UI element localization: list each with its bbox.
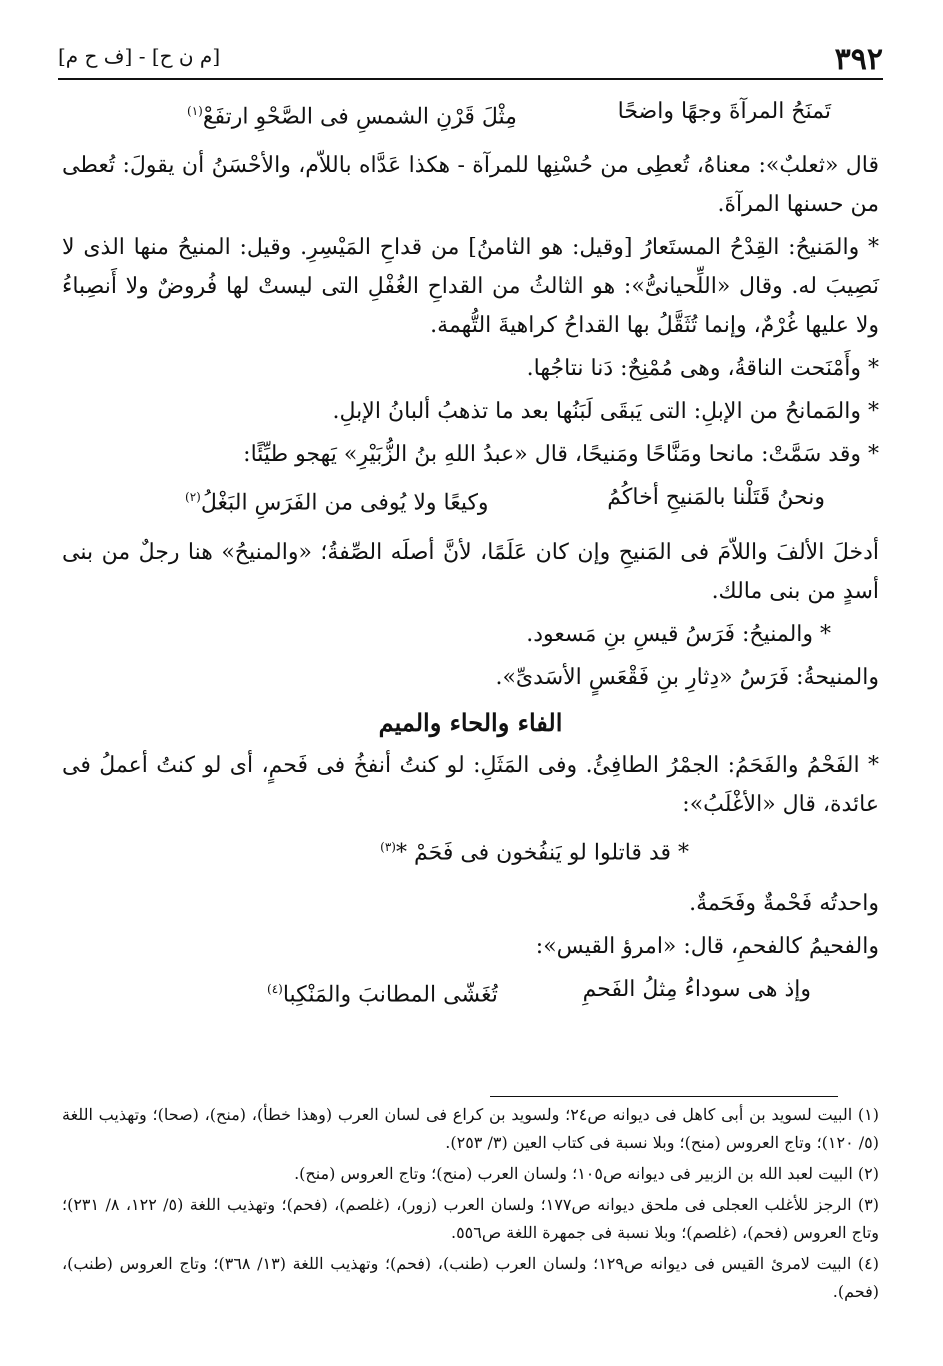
paragraph-alif-lam: أدخلَ الألفَ واللاّمَ فى المَنيحِ وإن كان عَلَمًا، لأنَّ أصلَه الصِّفةُ؛ «والمنيحُ» هنا رجلٌ من بنى أسدٍ من بنى مالك.	[62, 539, 879, 604]
verse-1-second-hemistich	[187, 92, 517, 136]
verse-2-first-hemistich: ونحنُ قَتَلْنا بالمَنيحِ أخاكُمُ	[607, 485, 825, 511]
footnote-4: (٤) البيت لامرئ القيس فى ديوانه ص١٢٩؛ ولسان العرب (طنب)، (فحم)؛ وتهذيب اللغة (١٣/ ٣٦٨)؛ وتاج العروس (طنب)، (فحم).	[62, 1254, 880, 1301]
section-heading: الفاء والحاء والميم	[378, 707, 563, 737]
page-header	[58, 36, 883, 80]
verse-1-second-text: مِثْلَ قَرْنِ الشمسِ فى الصَّحْوِ ارتفَعْ	[202, 104, 517, 130]
verse-1-first-hemistich: تَمنَحُ المرآةَ وجهًا واضحًا	[617, 99, 831, 124]
verse-3	[62, 828, 879, 872]
verse-1	[62, 92, 879, 136]
footnotes	[62, 1101, 879, 1309]
paragraph-amnahat: * وأَمْنَحت الناقةُ، وهى مُمْنِحٌ: دَنا نتاجُها.	[526, 356, 879, 382]
verse-4-first-hemistich: وإذ هى سوداءُ مِثلُ الفَحمِ	[582, 976, 811, 1002]
paragraph-wahidatuh: واحدتُه فَحْمةٌ وفَحَمةٌ.	[689, 890, 879, 916]
footnote-ref-3: (٣)	[380, 839, 396, 854]
paragraph-fahim: والفحيمُ كالفحمِ، قال: «امرؤ القيس»:	[535, 933, 879, 959]
verse-2	[62, 478, 879, 522]
verse-4	[62, 970, 879, 1014]
verse-4-second-text: تُغَشّى المطانبَ والمَنْكِبا	[282, 982, 498, 1008]
paragraph-almanih: * والمَنيحُ: القِدْحُ المستَعارُ [وقيل: هو الثامنُ] من قداحِ المَيْسِرِ. وقيل: المنيحُ منها الذى لا نَصِيبَ له. وقال «اللِّحيانىُّ»: هو الثالثُ من القداحِ الغُفْلِ التى ليستْ لها فُروضٌ ولا أَنصِباءُ ولا عليها غُرْمٌ، وإنما تُثَقَّلُ بها القداحُ كراهيةَ التُّهمة.	[62, 235, 879, 339]
page-number: ٣٩٢	[834, 42, 883, 77]
verse-2-second-hemistich	[185, 478, 489, 522]
footnote-2: (٢) البيت لعبد الله بن الزبير فى ديوانه ص١٠٥؛ ولسان العرب (منح)؛ وتاج العروس (منح).	[294, 1164, 879, 1183]
footnote-ref-4: (٤)	[267, 981, 283, 996]
paragraph-fahm: * الفَحْمُ والفَحَمُ: الجمْرُ الطافِئُ. وفى المَثَلِ: لو كنتُ أنفخُ فى فَحمٍ، أى لو كنتُ أعملُ فى عائدة، قال «الأغْلَبُ»:	[62, 752, 879, 817]
paragraph-maniha: والمنيحةُ: فَرَسُ «دِثارِ بنِ فَقْعَسٍ الأسَدىِّ».	[495, 664, 879, 690]
main-text	[62, 88, 879, 1024]
footnote-divider	[490, 1096, 838, 1097]
running-head: [م ن ح] - [ف ح م]	[58, 44, 221, 68]
verse-2-second-text: وكيعًا ولا يُوفى من الفَرَسِ البَغْلُ	[200, 490, 489, 516]
footnote-ref-1: (١)	[187, 104, 203, 118]
verse-3-text: * قد قاتلوا لو يَنفُخون فى فَحَمْ *	[395, 839, 689, 865]
paragraph-thalab: قال «ثعلبٌ»: معناهُ، تُعطِى من حُسْنِها للمرآة - هكذا عَدَّاه باللاّم، والأحْسَنُ أن يقولَ: تُعطى من حسنها المرآةَ.	[62, 153, 879, 218]
verse-4-second-hemistich	[267, 970, 498, 1014]
footnote-1: (١) البيت لسويد بن أبى كاهل فى ديوانه ص٢٤؛ ولسويد بن كراع فى لسان العرب (وهذا خطأ)، (منح)، (صحا)؛ وتهذيب اللغة (٥/ ١٢٠)؛ وتاج العروس (منح)؛ وبلا نسبة فى كتاب العين (٣/ ٢٥٣).	[62, 1105, 879, 1152]
paragraph-horse-qays: * والمنيحُ: فَرَسُ قيسِ بنِ مَسعود.	[526, 621, 831, 647]
footnote-ref-2: (٢)	[185, 490, 201, 505]
paragraph-mamanih: * والمَمانحُ من الإبلِ: التى يَبقَى لَبَنُها بعد ما تذهبُ ألبانُ الإبلِ.	[332, 399, 879, 425]
paragraph-names: * وقد سَمَّتْ: مانحا ومَنَّاحًا ومَنيحًا، قال «عبدُ اللهِ بنُ الزُّبَيْرِ» يَهجو طيِّئًا:	[243, 442, 879, 468]
footnote-3: (٣) الرجز للأغلب العجلى فى ملحق ديوانه ص١٧٧؛ ولسان العرب (زور)، (غلصم)، (فحم)؛ وتهذيب اللغة (٥/ ١٢٢، ٨/ ٢٣١)؛ وتاج العروس (فحم)، (غلصم)؛ وبلا نسبة فى جمهرة اللغة ص٥٥٦.	[62, 1195, 879, 1242]
